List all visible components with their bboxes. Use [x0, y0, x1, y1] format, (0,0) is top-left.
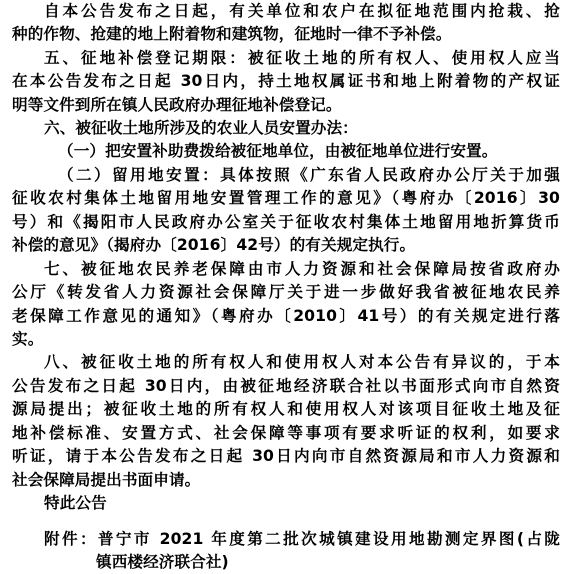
- text-line-4: 在本公告发布之日起 30日内，持土地权属证书和地上附着物的产权证: [12, 72, 560, 90]
- text-line-6: 六、被征收土地所涉及的农业人员安置办法：: [44, 119, 358, 137]
- text-line-14: 老保障工作意见的通知》（粤府办〔2010〕41号）的有关规定进行落: [12, 307, 560, 325]
- text-line-2: 种的作物、抢建的地上附着物和建筑物，征地时一律不予补偿。: [12, 25, 452, 43]
- text-line-7: （一）把安置补助费拨给被征地单位，由被征地单位进行安置。: [58, 142, 498, 160]
- text-line-19: 地补偿标准、安置方式、社会保障等事项有要求听证的权利，如要求: [12, 424, 560, 442]
- text-line-10: 号）和《揭阳市人民政府办公室关于征收农村集体土地留用地折算货币: [12, 213, 560, 231]
- closing-text: 特此公告: [44, 494, 107, 512]
- text-line-9: 征收农村集体土地留用地安置管理工作的意见》（粤府办〔2016〕30: [12, 189, 560, 207]
- text-line-13: 公厅《转发省人力资源社会保障厅关于进一步做好我省被征地农民养: [12, 283, 560, 301]
- text-line-3: 五、征地补偿登记期限：被征收土地的所有权人、使用权人应当: [44, 49, 560, 67]
- text-line-1: 自本公告发布之日起，有关单位和农户在拟征地范围内抢栽、抢: [44, 2, 560, 20]
- text-line-15: 实。: [12, 330, 44, 348]
- text-line-5: 明等文件到所在镇人民政府办理征地补偿登记。: [12, 96, 342, 114]
- text-line-20: 听证，请于本公告发布之日起 30日内向市自然资源局和市人力资源和: [12, 447, 560, 465]
- text-line-11: 补偿的意见》（揭府办〔2016〕42号）的有关规定执行。: [12, 236, 416, 254]
- text-line-21: 社会保障局提出书面申请。: [12, 471, 201, 489]
- text-line-18: 源局提出；被征收土地的所有权人和使用权人对该项目征收土地及征: [12, 400, 560, 418]
- text-line-8: （二）留用地安置：具体按照《广东省人民政府办公厅关于加强: [58, 166, 560, 184]
- attachment-line-2: 镇西楼经济联合社): [96, 553, 229, 571]
- text-line-17: 公告发布之日起 30日内，由被征地经济联合社以书面形式向市自然资: [12, 377, 560, 395]
- text-line-16: 八、被征收土地的所有权人和使用权人对本公告有异议的，于本: [44, 353, 560, 371]
- attachment-line-1: 附件：普宁市 2021 年度第二批次城镇建设用地勘测定界图(占陇: [44, 530, 560, 548]
- text-line-12: 七、被征地农民养老保障由市人力资源和社会保障局按省政府办: [44, 260, 560, 278]
